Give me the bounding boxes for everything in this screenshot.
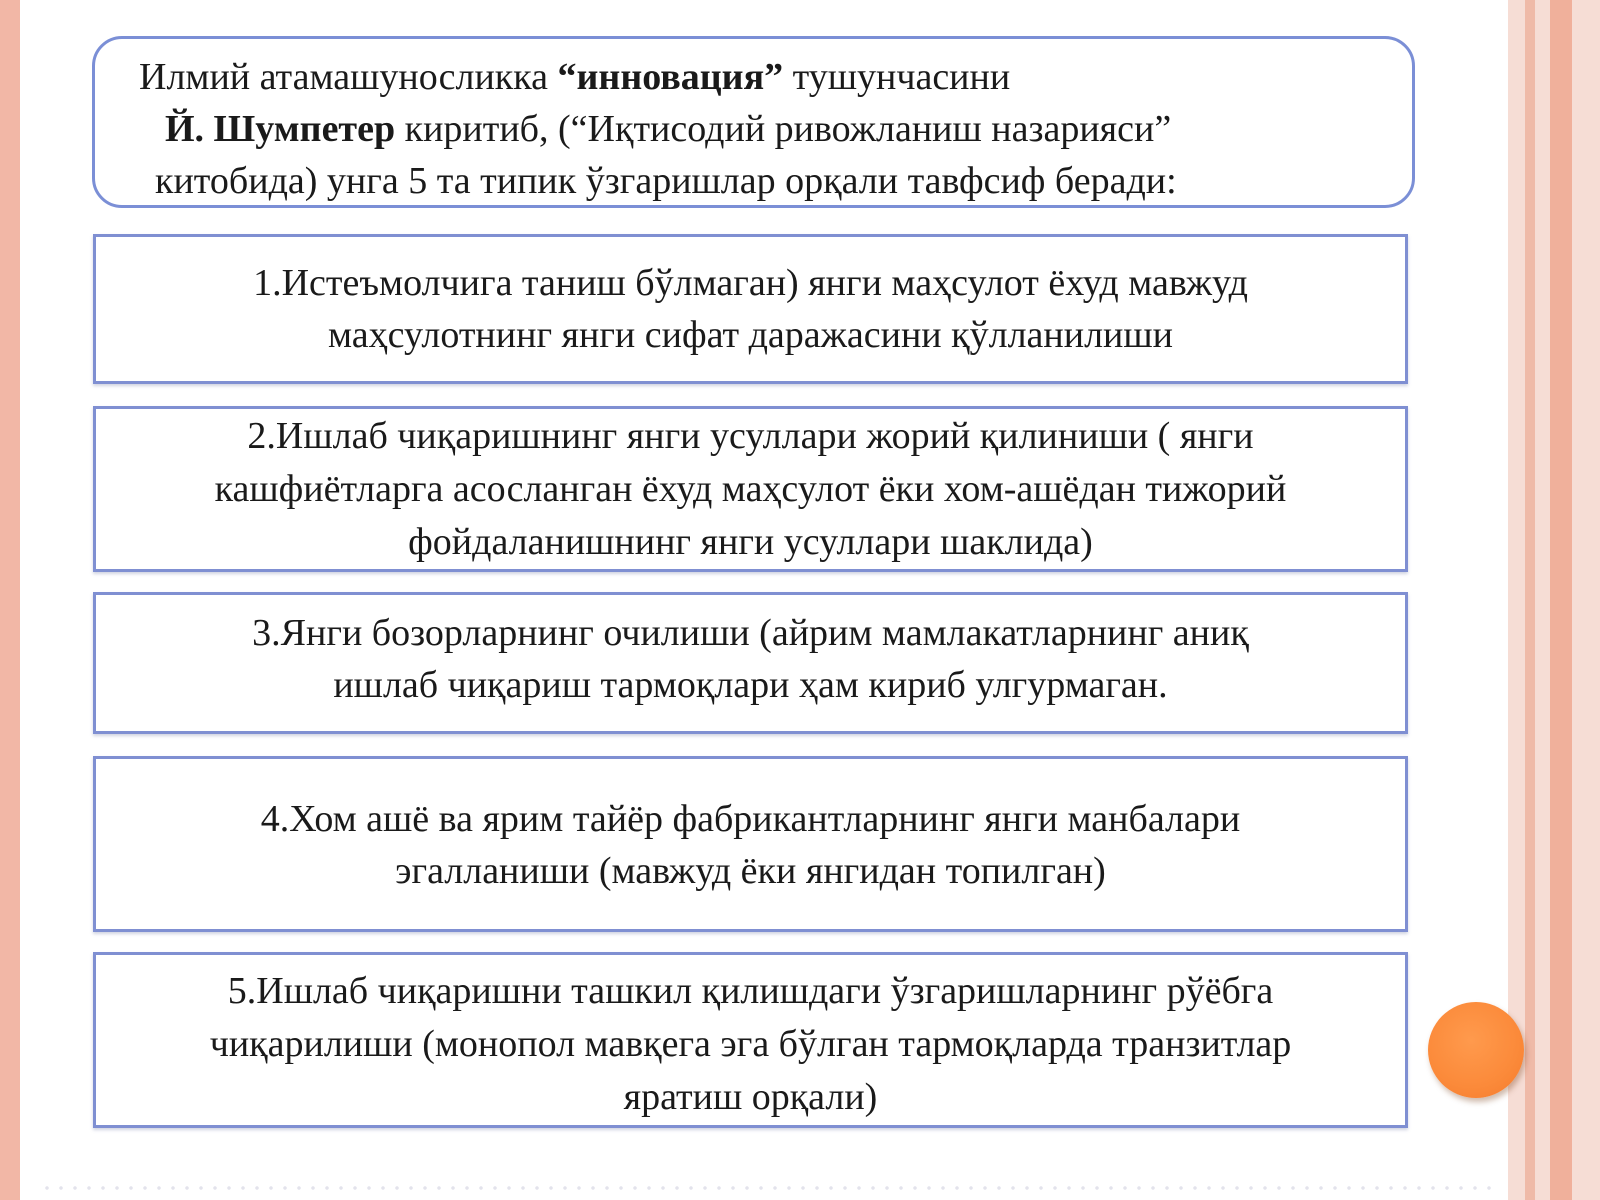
intro-text: тушунчасини: [783, 56, 1011, 98]
item-text-line: 2.Ишлаб чиқаришнинг янги усуллари жорий қилиниши ( янги: [247, 415, 1254, 457]
item-text-line: кашфиётларга асосланган ёхуд маҳсулот ёки хом-ашёдан тижорий: [214, 468, 1287, 510]
innovation-item-4: [93, 756, 1408, 932]
intro-box: [92, 36, 1415, 208]
intro-text: киритиб, (“Иқтисодий ривожланиш назарияси”: [395, 108, 1172, 150]
intro-line-2: [165, 103, 1171, 155]
intro-line-1: [139, 51, 1010, 103]
orange-circle-decor: [1428, 1002, 1524, 1098]
right-decor-line: [1550, 0, 1572, 1200]
item-text-line: 3.Янги бозорларнинг очилиши (айрим мамлакатларнинг аниқ: [252, 612, 1249, 654]
innovation-item-1: [93, 234, 1408, 384]
item-text-line: эгалланиши (мавжуд ёки янгидан топилган): [395, 850, 1106, 892]
intro-text: Илмий атамашуносликка: [139, 56, 558, 98]
bottom-dotted-line: [40, 1186, 1500, 1190]
intro-text: китобида) унга 5 та типик ўзгаришлар орқали тавфсиф беради:: [155, 160, 1177, 202]
left-decor-stripe: [0, 0, 20, 1200]
item-text-line: 4.Хом ашё ва ярим тайёр фабрикантларнинг янги манбалари: [260, 798, 1241, 840]
intro-line-3: [155, 155, 1177, 207]
item-text-line: фойдаланишнинг янги усуллари шаклида): [408, 521, 1093, 563]
innovation-item-2: [93, 406, 1408, 572]
item-text-line: 1.Истеъмолчига таниш бўлмаган) янги маҳсулот ёхуд мавжуд: [253, 262, 1248, 304]
right-decor-line: [1525, 0, 1535, 1200]
intro-term-innovation: “инновация”: [557, 56, 784, 98]
intro-author-name: Й. Шумпетер: [165, 108, 396, 150]
innovation-item-3: [93, 592, 1408, 734]
item-text-line: ишлаб чиқариш тармоқлари ҳам кириб улгурмаган.: [333, 664, 1168, 706]
innovation-item-5: [93, 952, 1408, 1128]
item-text-line: чиқарилиши (монопол мавқега эга бўлган тармоқларда транзитлар: [209, 1023, 1292, 1065]
item-text-line: 5.Ишлаб чиқаришни ташкил қилишдаги ўзгаришларнинг рўёбга: [227, 970, 1274, 1012]
item-text-line: яратиш орқали): [623, 1076, 878, 1118]
item-text-line: маҳсулотнинг янги сифат даражасини қўлланилиши: [328, 314, 1173, 356]
